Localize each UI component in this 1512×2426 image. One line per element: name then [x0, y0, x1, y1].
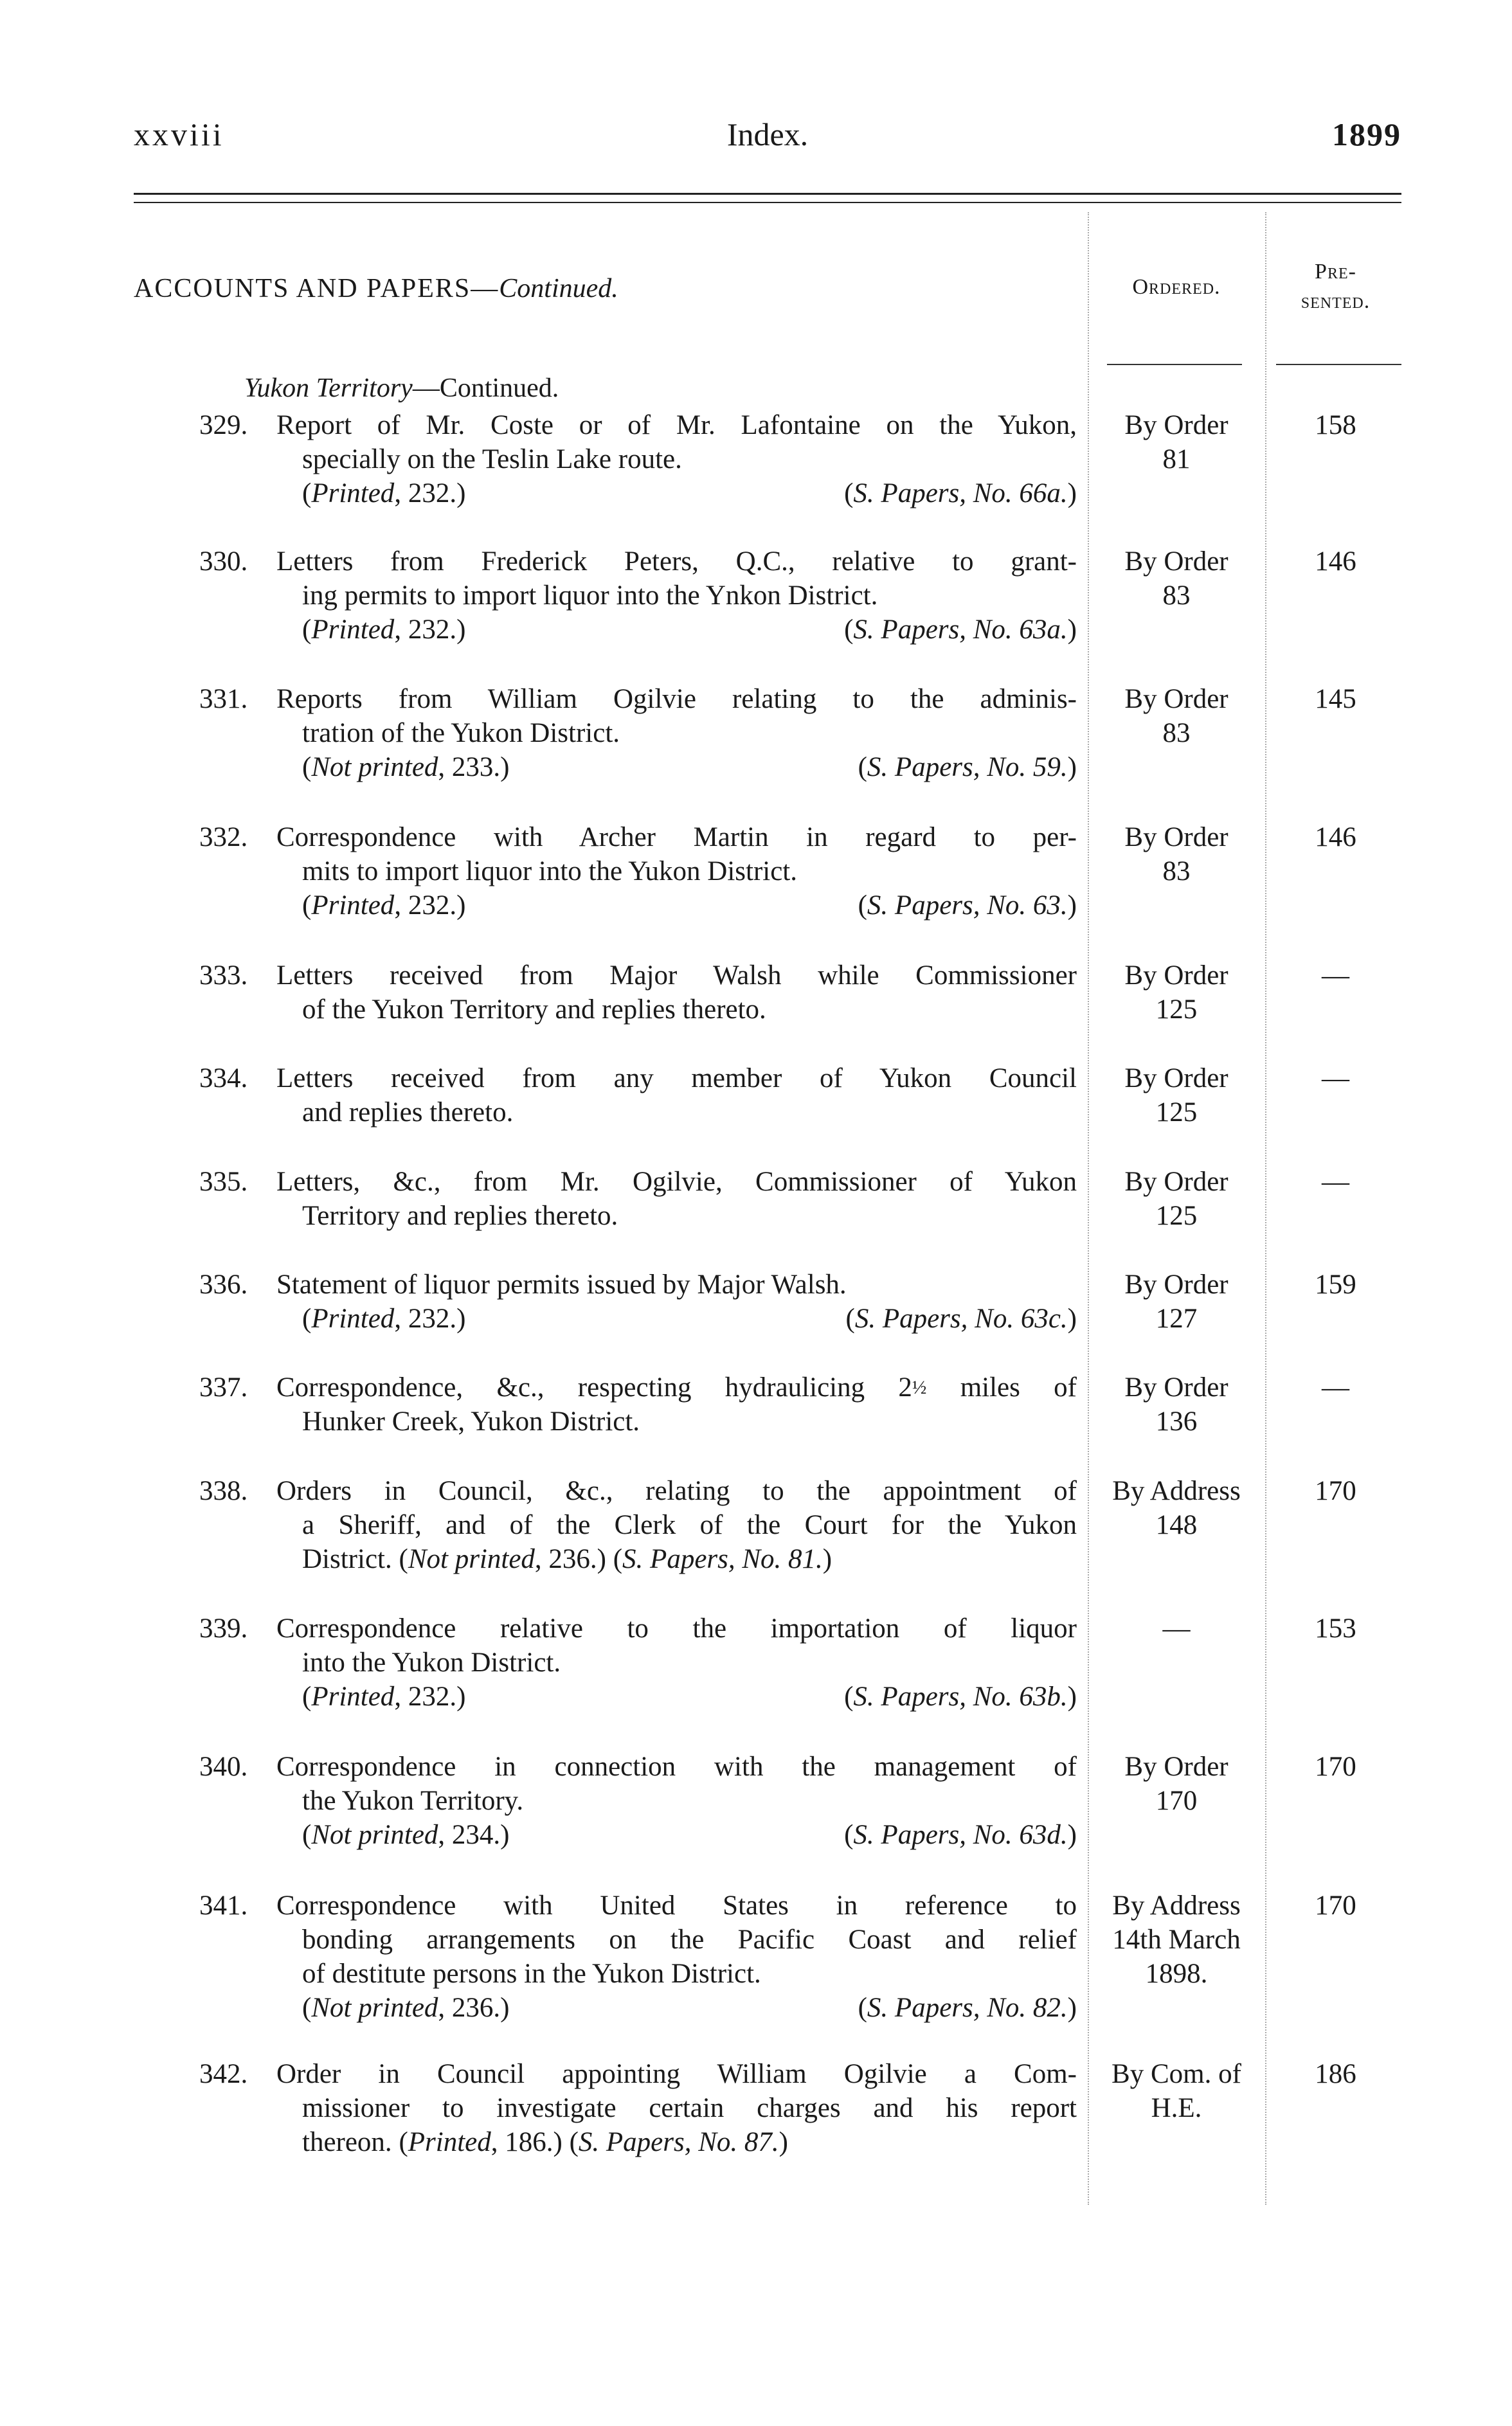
entry-presented: 146	[1315, 546, 1356, 577]
entry-text-line: and replies thereto.	[302, 1097, 514, 1128]
column-header-ordered: Ordered.	[1132, 275, 1221, 299]
page-title: Index.	[726, 116, 809, 152]
subsection-heading	[244, 373, 559, 404]
entry-text-line: the Yukon Territory.	[302, 1786, 524, 1816]
entry-ordered	[1093, 1474, 1260, 1540]
entry-sessional-paper: S. Papers, No. 59.	[867, 752, 1068, 782]
entry-text-line: bonding arrangements on the Pacific Coast and relief	[302, 1925, 1077, 1955]
running-head	[134, 116, 1401, 167]
entry-ordered-line: By Order	[1124, 1270, 1228, 1300]
entry-ordered-line: By Order	[1124, 410, 1228, 440]
entry-ordered-line: 170	[1155, 1786, 1198, 1816]
entry-sessional-paper: S. Papers, No. 63.	[867, 890, 1068, 921]
entry-print-ref: (Printed, 232.)	[302, 1304, 466, 1334]
entry-number: 342.	[199, 2059, 248, 2089]
entry-ordered-line: 125	[1155, 1097, 1198, 1128]
entry-sessional-paper: S. Papers, No. 63d.	[853, 1820, 1068, 1850]
entry-ordered-line: By Address	[1112, 1476, 1241, 1506]
entry-print-status: Printed	[311, 615, 395, 645]
entry-ordered-line: By Order	[1124, 546, 1228, 577]
entry-number: 339.	[199, 1613, 248, 1644]
entry-print-status: Printed	[311, 890, 395, 921]
entry-text-line: Letters received from any member of Yukon Council	[276, 1063, 1077, 1093]
page-number: xxviii	[134, 116, 224, 152]
entry-sessional-paper: S. Papers, No. 63c.	[854, 1304, 1068, 1334]
entry-text-line: Correspondence relative to the importation of liquor	[276, 1613, 1077, 1644]
entry-number: 336.	[199, 1270, 248, 1300]
column-rule-ordered	[1107, 364, 1242, 365]
entry-presented: 186	[1315, 2059, 1356, 2089]
entry-sessional-ref: (S. Papers, No. 82.)	[858, 1993, 1077, 2023]
entry-text-line: Report of Mr. Coste or of Mr. Lafontaine on the Yukon,	[276, 410, 1077, 440]
entry-ordered-line: By Order	[1124, 822, 1228, 852]
entry-text-line: Orders in Council, &c., relating to the appointment of	[276, 1476, 1077, 1506]
entry-ordered-line: 125	[1155, 994, 1198, 1025]
entry-ordered-line: By Address	[1112, 1891, 1241, 1921]
entry-ordered	[1093, 1612, 1260, 1646]
entry-text-line: mits to import liquor into the Yukon District.	[302, 856, 797, 886]
entry-text-line: tration of the Yukon District.	[302, 718, 620, 748]
entry-ordered-line: By Order	[1124, 960, 1228, 991]
entry-ordered-line: By Order	[1124, 1063, 1228, 1093]
entry-ordered-line: 148	[1155, 1510, 1198, 1540]
entry-presented: 153	[1315, 1613, 1356, 1644]
entry-ordered-line: 81	[1162, 444, 1191, 474]
entry-sessional-ref: (S. Papers, No. 59.)	[858, 752, 1077, 782]
entry-ordered	[1093, 1889, 1260, 1989]
entry-text-line: Correspondence in connection with the management of	[276, 1752, 1077, 1782]
entry-ordered	[1093, 820, 1260, 886]
column-rule-presented	[1276, 364, 1401, 365]
entry-print-status: Not printed	[311, 1993, 438, 2023]
entry-ordered-line: By Order	[1124, 1752, 1228, 1782]
entry-text-line: Letters, &c., from Mr. Ogilvie, Commissioner of Yukon	[276, 1167, 1077, 1197]
entry-sessional-ref: (S. Papers, No. 63b.)	[844, 1682, 1077, 1712]
entry-sessional-paper: S. Papers, No. 81.	[622, 1544, 823, 1574]
entry-ordered-line: By Order	[1124, 684, 1228, 714]
entry-number: 333.	[199, 960, 248, 991]
section-heading	[134, 273, 618, 304]
entry-sessional-paper: S. Papers, No. 66a.	[853, 478, 1068, 508]
column-header-presented-line2: sented.	[1300, 289, 1371, 313]
entry-text-line: Letters from Frederick Peters, Q.C., relative to grant-	[276, 546, 1077, 577]
entry-print-status: Printed	[311, 1304, 395, 1334]
entry-print-status: Printed	[408, 2127, 491, 2157]
entry-text-line: Reports from William Ogilvie relating to the adminis-	[276, 684, 1077, 714]
entry-presented: —	[1322, 1167, 1349, 1197]
entry-print-status: Not printed	[408, 1544, 535, 1574]
section-continued: Continued.	[499, 274, 618, 303]
entry-presented: —	[1322, 960, 1349, 991]
entry-text-line: Hunker Creek, Yukon District.	[302, 1406, 640, 1437]
entry-number: 332.	[199, 822, 248, 852]
subsection-continued: —Continued.	[412, 373, 559, 403]
entry-print-status: Not printed	[311, 752, 438, 782]
entry-sessional-paper: S. Papers, No. 82.	[867, 1993, 1068, 2023]
entry-ordered	[1093, 408, 1260, 474]
entry-number: 335.	[199, 1167, 248, 1197]
entry-print-ref: (Printed, 232.)	[302, 890, 466, 921]
entry-text-line: missioner to investigate certain charges and his report	[302, 2093, 1077, 2123]
entry-print-status: Not printed	[311, 1820, 438, 1850]
entry-sessional-paper: S. Papers, No. 63b.	[853, 1682, 1068, 1712]
entry-ordered-line: 83	[1162, 718, 1191, 748]
section-title: ACCOUNTS AND PAPERS—	[134, 274, 500, 303]
entry-text-line: a Sheriff, and of the Clerk of the Court for the Yukon	[302, 1510, 1077, 1540]
entry-text-line: Statement of liquor permits issued by Major Walsh.	[276, 1270, 847, 1300]
column-divider-presented	[1265, 212, 1266, 2205]
entry-print-ref: (Printed, 232.)	[302, 615, 466, 645]
entry-number: 337.	[199, 1372, 248, 1403]
entry-ordered	[1093, 2057, 1260, 2123]
entry-sessional-ref: (S. Papers, No. 63a.)	[844, 615, 1077, 645]
entry-ordered	[1093, 1370, 1260, 1437]
entry-ordered-line: 136	[1155, 1406, 1198, 1437]
entry-number: 331.	[199, 684, 248, 714]
entry-ordered	[1093, 682, 1260, 748]
entry-print-status: Printed	[311, 478, 395, 508]
entry-ordered	[1093, 1061, 1260, 1128]
header-rule-thick	[134, 193, 1401, 195]
column-header-presented	[1270, 257, 1401, 316]
entry-sessional-ref: (S. Papers, No. 66a.)	[844, 478, 1077, 508]
entry-presented: 158	[1315, 410, 1356, 440]
entry-text-line: Correspondence, &c., respecting hydraulicing 2½ miles of	[276, 1372, 1077, 1403]
entry-text-line: District. (Not printed, 236.) (S. Papers, No. 81.)	[302, 1544, 833, 1574]
entry-number: 329.	[199, 410, 248, 440]
entry-ordered	[1093, 1165, 1260, 1231]
entry-ordered-line: H.E.	[1151, 2093, 1202, 2123]
entry-ordered	[1093, 1268, 1260, 1334]
entry-presented: 159	[1315, 1270, 1356, 1300]
entry-number: 334.	[199, 1063, 248, 1093]
entry-text-line: of the Yukon Territory and replies thereto.	[302, 994, 766, 1025]
entry-ordered-line: By Com. of	[1112, 2059, 1241, 2089]
entry-print-ref: (Not printed, 236.)	[302, 1993, 510, 2023]
entry-ordered-line: —	[1162, 1613, 1191, 1644]
entry-presented: 170	[1315, 1891, 1356, 1921]
entry-text-line: Letters received from Major Walsh while Commissioner	[276, 960, 1077, 991]
entry-presented: 146	[1315, 822, 1356, 852]
fraction-half: ½	[912, 1377, 927, 1398]
entry-ordered	[1093, 958, 1260, 1025]
entry-ordered-line: 14th March	[1112, 1925, 1241, 1955]
entry-print-ref: (Not printed, 234.)	[302, 1820, 510, 1850]
entry-text-line: specially on the Teslin Lake route.	[302, 444, 682, 474]
entry-text-line: thereon. (Printed, 186.) (S. Papers, No. 87.)	[302, 2127, 788, 2157]
entry-text-line: Correspondence with United States in reference to	[276, 1891, 1077, 1921]
entry-ordered-line: 83	[1162, 856, 1191, 886]
entry-print-ref: (Printed, 232.)	[302, 478, 466, 508]
column-header-presented-line1: Pre-	[1315, 260, 1356, 283]
entry-number: 340.	[199, 1752, 248, 1782]
entry-text-line: of destitute persons in the Yukon District.	[302, 1959, 761, 1989]
entry-sessional-ref: (S. Papers, No. 63c.)	[845, 1304, 1077, 1334]
entry-presented: 145	[1315, 684, 1356, 714]
entry-presented: —	[1322, 1372, 1349, 1403]
subsection-title: Yukon Territory	[244, 373, 413, 403]
entry-text-line: ing permits to import liquor into the Ynkon District.	[302, 580, 878, 611]
entry-text-line: Order in Council appointing William Ogilvie a Com-	[276, 2059, 1077, 2089]
entry-ordered-line: By Order	[1124, 1372, 1228, 1403]
column-divider-ordered	[1088, 212, 1089, 2205]
entry-print-ref: (Printed, 232.)	[302, 1682, 466, 1712]
header-rule-thin	[134, 202, 1401, 203]
page-year: 1899	[1332, 116, 1401, 152]
entry-sessional-ref: (S. Papers, No. 63.)	[858, 890, 1077, 921]
entry-sessional-ref: (S. Papers, No. 63d.)	[844, 1820, 1077, 1850]
entry-print-status: Printed	[311, 1682, 395, 1712]
entry-presented: —	[1322, 1063, 1349, 1093]
entry-text-line: into the Yukon District.	[302, 1648, 561, 1678]
entry-sessional-paper: S. Papers, No. 87.	[578, 2127, 779, 2157]
entry-ordered	[1093, 544, 1260, 611]
entry-sessional-paper: S. Papers, No. 63a.	[853, 615, 1068, 645]
entry-presented: 170	[1315, 1476, 1356, 1506]
entry-ordered-line: 127	[1155, 1304, 1198, 1334]
entry-ordered-line: 125	[1155, 1201, 1198, 1231]
entry-number: 338.	[199, 1476, 248, 1506]
entry-presented: 170	[1315, 1752, 1356, 1782]
entry-ordered-line: 83	[1162, 580, 1191, 611]
entry-ordered-line: By Order	[1124, 1167, 1228, 1197]
entry-number: 341.	[199, 1891, 248, 1921]
entry-ordered	[1093, 1750, 1260, 1816]
entry-print-ref: (Not printed, 233.)	[302, 752, 510, 782]
entry-ordered-line: 1898.	[1145, 1959, 1208, 1989]
entry-text-line: Territory and replies thereto.	[302, 1201, 618, 1231]
entry-number: 330.	[199, 546, 248, 577]
entry-text-line: Correspondence with Archer Martin in regard to per-	[276, 822, 1077, 852]
